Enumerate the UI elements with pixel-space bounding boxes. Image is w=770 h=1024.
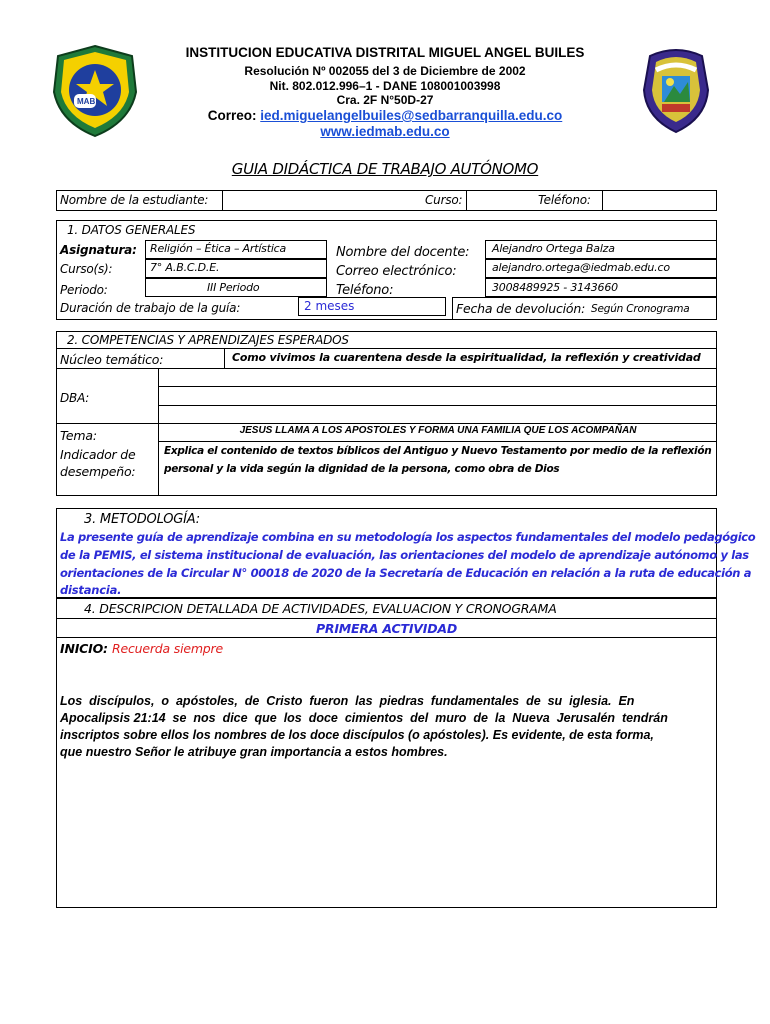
activity-paragraph <box>60 693 716 761</box>
start-value: Recuerda siempre <box>111 641 223 656</box>
website-line <box>150 124 620 139</box>
indicator-value-line-1: Explica el contenido de textos bíblicos del Antiguo y Nuevo Testamento por medio de la reflexión <box>164 445 712 457</box>
start-line <box>60 641 223 656</box>
paragraph-line-2: Apocalipsis 21:14 se nos dice que los doce cimientos del muro de la Nueva Jerusalén tendrán <box>60 711 668 725</box>
school-logo-left <box>50 42 140 138</box>
indicator-value-line-2: personal y la vida según la dignidad de la persona, como obra de Dios <box>164 463 560 475</box>
school-email-link[interactable]: ied.miguelangelbuiles@sedbarranquilla.edu.co <box>260 108 563 123</box>
subject-label: Asignatura: <box>60 243 137 257</box>
start-label: INICIO: <box>60 641 108 656</box>
indicator-label-line-1: Indicador de <box>60 447 136 462</box>
teacher-value: Alejandro Ortega Balza <box>492 242 615 255</box>
courses-label: Curso(s): <box>60 262 113 276</box>
courses-value: 7° A.B.C.D.E. <box>150 261 220 274</box>
teacher-email-label: Correo electrónico: <box>336 264 457 279</box>
core-theme-value: Como vivimos la cuarentena desde la espiritualidad, la reflexión y creatividad <box>232 351 701 364</box>
school-logo-right <box>640 46 712 136</box>
dba-field-1[interactable] <box>160 369 716 386</box>
core-theme-label: Núcleo temático: <box>60 352 164 367</box>
course-field[interactable] <box>468 191 532 210</box>
website-link[interactable]: www.iedmab.edu.co <box>320 124 450 139</box>
activities-heading: 4. DESCRIPCION DETALLADA DE ACTIVIDADES, EVALUACION Y CRONOGRAMA <box>84 601 557 616</box>
paragraph-line-3: inscriptos sobre ellos los nombres de los doce discípulos (o apóstoles). Es evidente, de esta forma, <box>60 728 654 742</box>
teacher-label: Nombre del docente: <box>336 245 470 260</box>
email-line <box>150 108 620 123</box>
phone-label: Teléfono: <box>538 193 591 207</box>
teacher-phone-label: Teléfono: <box>336 283 394 298</box>
competencies-heading: 2. COMPETENCIAS Y APRENDIZAJES ESPERADOS <box>67 333 349 347</box>
methodology-line-3: orientaciones de la Circular N° 00018 de 2020 de la Secretaría de Educación en relación a la ruta de educación a <box>60 566 752 580</box>
return-date-label: Fecha de devolución: <box>456 301 586 316</box>
email-label: Correo: <box>207 108 257 123</box>
resolution-text: Resolución Nº 002055 del 3 de Diciembre de 2002 <box>244 64 526 78</box>
methodology-line-1: La presente guía de aprendizaje combina en su metodología los aspectos fundamentales del modelo pedagógico <box>60 530 756 544</box>
paragraph-line-1: Los discípulos, o apóstoles, de Cristo fueron las piedras fundamentales de su iglesia. En <box>60 694 635 708</box>
duration-label: Duración de trabajo de la guía: <box>60 301 241 315</box>
period-label: Periodo: <box>60 283 108 297</box>
first-activity-title: PRIMERA ACTIVIDAD <box>315 621 458 636</box>
paragraph-line-4: que nuestro Señor le atribuye gran importancia a estos hombres. <box>60 745 448 759</box>
topic-value: JESUS LLAMA A LOS APOSTOLES Y FORMA UNA FAMILIA QUE LOS ACOMPAÑAN <box>239 425 637 436</box>
period-value: III Periodo <box>207 281 260 294</box>
topic-label: Tema: <box>60 428 97 443</box>
methodology-heading: 3. METODOLOGÍA: <box>84 512 200 527</box>
address-text: Cra. 2F N°50D-27 <box>336 93 434 107</box>
indicator-label-line-2: desempeño: <box>60 464 136 479</box>
dba-field-3[interactable] <box>160 406 716 423</box>
methodology-line-2: de la PEMIS, el sistema institucional de evaluación, las orientaciones del modelo de aprendizaje autónomo y las <box>60 548 749 562</box>
dba-field-2[interactable] <box>160 387 716 405</box>
duration-value: 2 meses <box>304 299 355 313</box>
logo-initials: MAB <box>77 97 96 106</box>
teacher-phone-value: 3008489925 - 3143660 <box>492 281 618 294</box>
return-date-value: Según Cronograma <box>591 303 690 315</box>
dba-label: DBA: <box>60 391 90 405</box>
course-label: Curso: <box>425 193 463 207</box>
general-heading: 1. DATOS GENERALES <box>67 223 196 237</box>
student-name-field[interactable] <box>224 191 414 210</box>
subject-value: Religión – Ética – Artística <box>150 242 287 255</box>
phone-field[interactable] <box>604 191 716 210</box>
methodology-line-4: distancia. <box>60 583 122 597</box>
school-name: INSTITUCION EDUCATIVA DISTRITAL MIGUEL ANGEL BUILES <box>185 45 585 60</box>
document-title: GUIA DIDÁCTICA DE TRABAJO AUTÓNOMO <box>231 160 539 178</box>
teacher-email-value: alejandro.ortega@iedmab.edu.co <box>492 261 670 274</box>
student-name-label: Nombre de la estudiante: <box>60 193 209 207</box>
nit-text: Nit. 802.012.996–1 - DANE 108001003998 <box>269 79 501 93</box>
